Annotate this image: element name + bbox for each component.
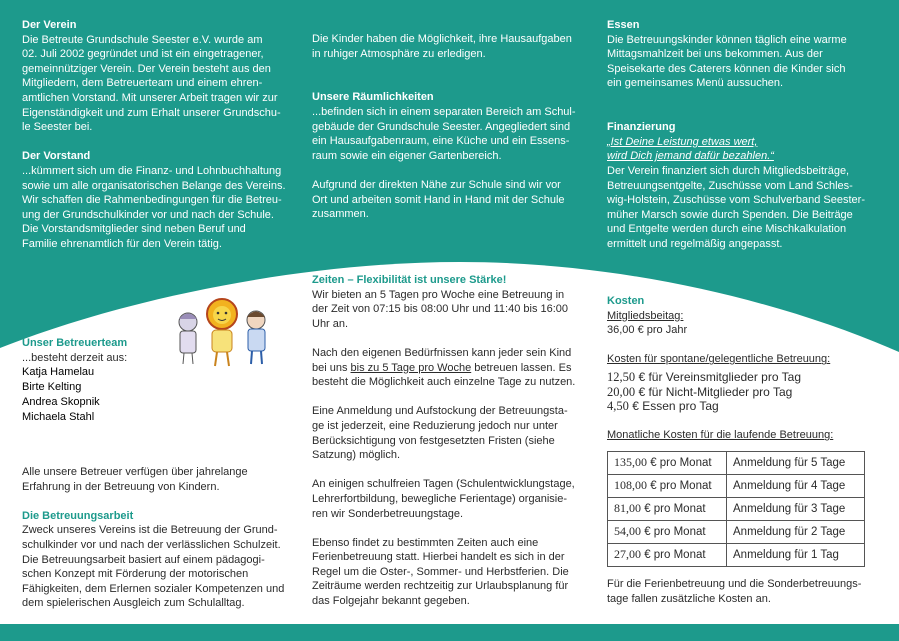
kosten-title: Kosten	[607, 295, 645, 307]
finanz-line: und Entgelte werden durch eine Mischkalkulation	[607, 223, 847, 236]
zeiten-line: Eine Anmeldung und Aufstockung der Betreuungsta-	[312, 405, 568, 418]
vorstand-line: sowie um alle organisatorischen Belange des Vereins.	[22, 179, 286, 192]
verein-line: Eigenständigkeit und zum Erhalt unserer Grundschu-	[22, 106, 281, 119]
cost-row	[608, 543, 865, 566]
verein-line: Die Betreute Grundschule Seester e.V. wurde am	[22, 33, 263, 46]
vorstand-text	[22, 164, 297, 252]
zeiten-p1	[312, 288, 592, 332]
zeiten-section	[312, 273, 592, 609]
verein-text	[22, 33, 297, 135]
kosten-section	[607, 294, 882, 606]
zeiten-line: Uhr an.	[312, 317, 349, 330]
cost-amount: 108,00 € pro Monat	[608, 474, 727, 497]
arbeit-line: schen Konzept mit Förderung der motorischen	[22, 568, 249, 581]
arbeit-line: Die Betreuungsarbeit basiert auf einem pädagogi-	[22, 553, 265, 566]
vorstand-title: Der Vorstand	[22, 150, 91, 163]
essen-text	[607, 33, 882, 91]
vorstand-line: Die Vorstandsmitglieder sind neben Beruf und	[22, 223, 246, 236]
essen-title: Essen	[607, 19, 640, 31]
vorstand-line: Wir schaffen die Rahmenbedingungen für die Betreu-	[22, 194, 282, 207]
spontan-item	[607, 370, 882, 385]
kinder-line: in ruhiger Atmosphäre zu erledigen.	[312, 47, 486, 60]
zeiten-line: Wir bieten an 5 Tagen pro Woche eine Betreuung in	[312, 288, 565, 301]
zeiten-line: An einigen schulfreien Tagen (Schulentwicklungstage,	[312, 478, 575, 491]
arbeit-line: Zweck unseres Vereins ist die Betreuung der Grund-	[22, 524, 278, 537]
raeume-line: raum sowie ein eigener Gartenbereich.	[312, 149, 502, 162]
zeiten-line: Ferienbetreuung statt. Hierbei handelt es sich in der	[312, 551, 565, 564]
team-name-line: Katja Hamelau	[22, 366, 95, 379]
essen-line: Mittagsmahlzeit bei uns bekommen. Aus der	[607, 48, 823, 61]
raeume-section	[312, 32, 587, 222]
cost-row	[608, 520, 865, 543]
zeiten-line: ge ist jederzeit, eine Reduzierung jedoch nur unter	[312, 419, 558, 432]
team-name-line: Michaela Stahl	[22, 411, 95, 424]
team-section	[22, 336, 297, 425]
monthly-cost-table	[607, 451, 865, 567]
cost-label: Anmeldung für 5 Tage	[727, 451, 865, 474]
spontan-text: € für Nicht-Mitglieder pro Tag	[635, 384, 793, 399]
zeiten-p2b	[312, 361, 592, 376]
finanz-text	[607, 164, 882, 252]
cost-row	[608, 497, 865, 520]
arbeit-line: dem spielerischen Ausgleich zum Schulalltag.	[22, 597, 245, 610]
zeiten-p2b-underline: bis zu 5 Tage pro Woche	[350, 361, 472, 374]
raeume-line: zusammen.	[312, 208, 369, 221]
cost-label: Anmeldung für 1 Tag	[727, 543, 865, 566]
kinder-line: Die Kinder haben die Möglichkeit, ihre Hausaufgaben	[312, 33, 572, 45]
verein-line: le Seester bei.	[22, 121, 93, 134]
finanz-quote-line: wird Dich jemand dafür bezahlen.“	[607, 150, 774, 163]
zeiten-p4	[312, 477, 592, 521]
verein-title: Der Verein	[22, 19, 77, 31]
zeiten-line: Lehrerfortbildung, bewegliche Ferientage) organisie-	[312, 492, 567, 505]
finanz-line: wig-Holstein, Zuschüsse vom Schulverband Seester-	[607, 194, 866, 207]
kosten-footer	[607, 577, 882, 606]
cost-label: Anmeldung für 2 Tage	[727, 520, 865, 543]
zeiten-p2a: Nach den eigenen Bedürfnissen kann jeder sein Kind	[312, 346, 572, 359]
essen-section	[607, 18, 882, 252]
kinder-text	[312, 32, 587, 61]
arbeit-text	[22, 523, 297, 611]
zeiten-line: das Folgejahr bekannt gegeben.	[312, 595, 470, 608]
zeiten-p5	[312, 536, 592, 609]
arbeit-line: schulkinder vor und nach der verlässlichen Schulzeit.	[22, 538, 281, 551]
team-name-line: Birte Kelting	[22, 381, 82, 394]
zeiten-p2b-post: betreuen lassen. Es	[471, 361, 572, 374]
cost-amount: 27,00 € pro Monat	[608, 543, 727, 566]
raeume-text-2	[312, 178, 587, 222]
spontan-amount: 20,00	[607, 384, 636, 399]
team-experience	[22, 465, 297, 611]
mitglied-value: 36,00 € pro Jahr	[607, 324, 688, 337]
spontan-amount: 4,50	[607, 399, 629, 414]
team-text	[22, 465, 297, 494]
zeiten-line: ren wir Sonderbetreuungstage.	[312, 507, 464, 520]
zeiten-title: Zeiten – Flexibilität ist unsere Stärke!	[312, 274, 507, 286]
monat-label: Monatliche Kosten für die laufende Betreuung:	[607, 429, 834, 442]
team-line: Alle unsere Betreuer verfügen über jahrelange	[22, 466, 248, 478]
cost-amount: 81,00 € pro Monat	[608, 497, 727, 520]
finanz-quote	[607, 135, 882, 164]
kosten-footer-line: tage fallen zusätzliche Kosten an.	[607, 592, 771, 605]
cost-label: Anmeldung für 4 Tage	[727, 474, 865, 497]
finanz-line: müher Marsch sowie durch Spenden. Die Beiträge	[607, 208, 853, 221]
finanz-line: Betreuungsentgelte, Zuschüsse vom Land Schles-	[607, 179, 853, 192]
raeume-line: Aufgrund der direkten Nähe zur Schule sind wir vor	[312, 178, 561, 191]
vorstand-line: Familie ehrenamtlich für den Verein tätig.	[22, 237, 222, 250]
verein-section	[22, 18, 297, 252]
finanz-line: ermittelt und regelmäßig angepasst.	[607, 237, 783, 250]
spontan-item	[607, 399, 882, 414]
verein-line: gemeinnütziger Verein. Der Verein besteht aus den	[22, 62, 271, 75]
raeume-line: ...befinden sich in einem separaten Bereich am Schul-	[312, 105, 576, 118]
team-name-line: Andrea Skopnik	[22, 396, 100, 409]
zeiten-line: Regel um die Oster-, Sommer- und Herbstferien. Die	[312, 565, 569, 578]
spontan-amount: 12,50	[607, 369, 636, 384]
zeiten-p2b-pre: bei uns	[312, 361, 351, 374]
zeiten-p2c: besteht die Möglichkeit auch einzelne Tage zu nutzen.	[312, 376, 576, 389]
verein-line: Mitgliedern, dem Betreuerteam und einem ehren-	[22, 77, 263, 90]
spontan-text: € Essen pro Tag	[628, 399, 719, 414]
raeume-text	[312, 105, 587, 163]
team-names	[22, 365, 297, 425]
zeiten-line: Satzung) möglich.	[312, 449, 401, 462]
cost-label: Anmeldung für 3 Tage	[727, 497, 865, 520]
essen-line: ein gemeinsames Menü aussuchen.	[607, 77, 784, 90]
verein-line: 02. Juli 2002 gegründet und ist ein eingetragener,	[22, 48, 264, 61]
zeiten-line: Ebenso findet zu bestimmten Zeiten auch eine	[312, 536, 539, 549]
arbeit-line: Fähigkeiten, dem Erlernen sozialer Kompetenzen und	[22, 582, 285, 595]
team-intro: ...besteht derzeit aus:	[22, 351, 128, 364]
cost-amount: 54,00 € pro Monat	[608, 520, 727, 543]
cost-row	[608, 451, 865, 474]
finanz-title: Finanzierung	[607, 121, 676, 134]
raeume-title: Unsere Räumlichkeiten	[312, 91, 434, 104]
bottom-bar	[0, 624, 899, 641]
raeume-line: gebäude der Grundschule Seester. Angegliedert sind	[312, 120, 571, 133]
zeiten-p3	[312, 404, 592, 462]
zeiten-line: Zeiträume werden rechtzeitig zur Urlaubsplanung für	[312, 580, 569, 593]
verein-line: amtlichen Vorstand. Mit unserer Arbeit tragen wir zur	[22, 91, 278, 104]
spontan-list	[607, 370, 882, 414]
spontan-item	[607, 385, 882, 400]
zeiten-line: der Zeit von 07:15 bis 08:00 Uhr und 11:40 bis 16:00	[312, 303, 569, 316]
essen-line: Speisekarte des Caterers können die Kinder sich	[607, 62, 846, 75]
finanz-quote-line: „Ist Deine Leistung etwas wert,	[607, 135, 758, 148]
raeume-line: Ort und arbeiten somit Hand in Hand mit der Schule	[312, 193, 565, 206]
essen-line: Die Betreuungskinder können täglich eine warme	[607, 33, 847, 46]
team-title: Unser Betreuerteam	[22, 337, 128, 349]
zeiten-line: Berücksichtigung von festgesetzten Fristen (siehe	[312, 434, 555, 447]
vorstand-line: ...kümmert sich um die Finanz- und Lohnbuchhaltung	[22, 164, 282, 177]
finanz-line: Der Verein finanziert sich durch Mitgliedsbeiträge,	[607, 164, 850, 177]
cost-row	[608, 474, 865, 497]
team-line: Erfahrung in der Betreuung von Kindern.	[22, 480, 220, 493]
kosten-footer-line: Für die Ferienbetreuung und die Sonderbetreuungs-	[607, 577, 862, 590]
vorstand-line: ung der Grundschulkinder vor und nach der Schule.	[22, 208, 274, 221]
arbeit-title: Die Betreuungsarbeit	[22, 509, 134, 522]
raeume-line: ein Hausaufgabenraum, eine Küche und ein Essens-	[312, 135, 570, 148]
spontan-text: € für Vereinsmitglieder pro Tag	[635, 369, 801, 384]
cost-amount: 135,00 € pro Monat	[608, 451, 727, 474]
mitglied-label: Mitgliedsbeitag:	[607, 309, 684, 322]
spontan-label: Kosten für spontane/gelegentliche Betreuung:	[607, 353, 831, 366]
